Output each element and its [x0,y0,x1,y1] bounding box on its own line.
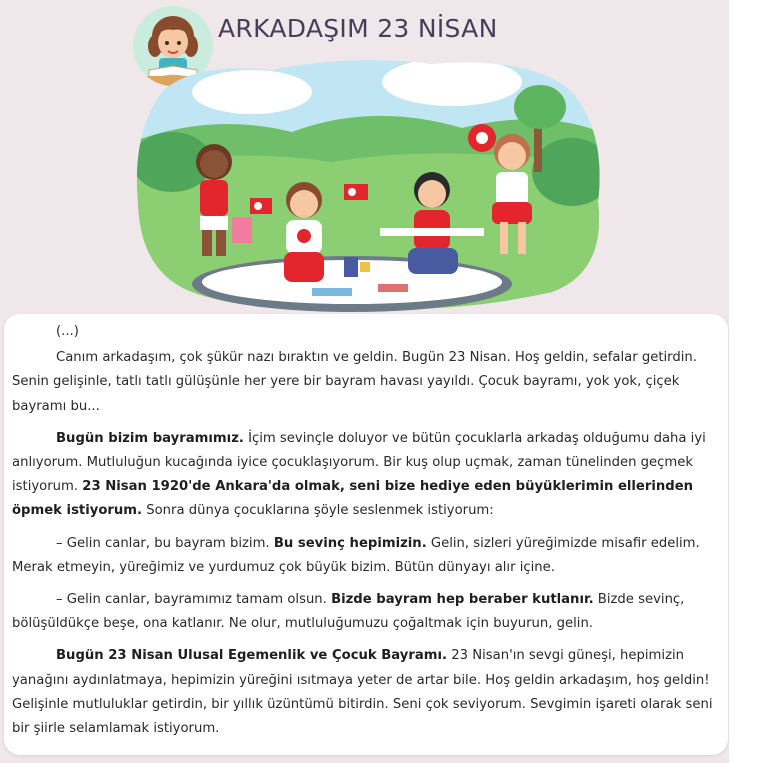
paragraph-2-text-1: İçim sevinçle doluyor ve bütün çocuklarla arkadaş olduğumu daha iyi anlıyorum. Mutluluğun kucağında iyice çocuklaşıyorum. Bir kuş olup uçmak, zaman tünelinden geçmek istiyorum. [12,430,706,495]
paragraph-4-bold-1: Bizde bayram hep beraber kutlanır. [331,592,594,608]
children-celebrating-23-nisan-illustration [132,52,606,314]
paragraph-2-bold-2: 23 Nisan 1920'de Ankara'da olmak, seni bize hediye eden büyüklerimin ellerinden öpmek istiyorum. [12,479,694,519]
article-text [12,320,717,749]
paragraph-3-text-2: Gelin, sizleri yüreğimizde misafir edelim. Merak etmeyin, yüreğimiz ve yurdumuz çok büyük bizim. Bütün dünyayı alır içine. [12,535,700,575]
paragraph-4-text-2: Bizde sevinç, bölüşüldükçe beşe, ona katlanır. Ne olur, mutluluğumuzu çoğaltmak için buyurun, gelin. [12,592,685,632]
paragraph-2-bold-1: Bugün bizim bayramımız. [56,430,244,446]
paragraph-1 [12,346,717,419]
paragraph-4-text-1: – Gelin canlar, bayramımız tamam olsun. [56,592,332,608]
paragraph-3-bold-1: Bu sevinç hepimizin. [273,535,427,551]
page-margin [729,0,760,763]
ellipsis: (...) [56,324,79,339]
page-title: ARKADAŞIM 23 NİSAN [218,14,498,43]
paragraph-3 [12,532,717,580]
paragraph-5 [12,644,717,741]
paragraph-5-bold-1: Bugün 23 Nisan Ulusal Egemenlik ve Çocuk Bayramı. [56,648,448,664]
paragraph-1-text: Canım arkadaşım, çok şükür nazı bıraktın ve geldin. Bugün 23 Nisan. Hoş geldin, sefalar getirdin. Senin gelişinle, tatlı tatlı gülüşünle her yere bir bayram havası yayıldı. Çocuk bayramı, yok yok, çiçek bayramı bu... [12,350,697,414]
paragraph-2 [12,427,717,524]
paragraph-3-text-1: – Gelin canlar, bu bayram bizim. [56,535,274,551]
paragraph-5-text-1: 23 Nisan'ın sevgi güneşi, hepimizin yanağını aydınlatmaya, hepimizin yüreğini ısıtmaya yeter de artar bile. Hoş geldin arkadaşım, hoş geldin! Gelişinle mutluluklar getirdin, bir yıllık üzüntümü bitirdin. Seni çok seviyorum. Sevgimin işareti olarak seni bir şiirle selamlamak istiyorum. [12,648,713,737]
paragraph-2-text-2: Sonra dünya çocuklarına şöyle seslenmek istiyorum: [142,503,494,519]
paragraph-4 [12,588,717,636]
